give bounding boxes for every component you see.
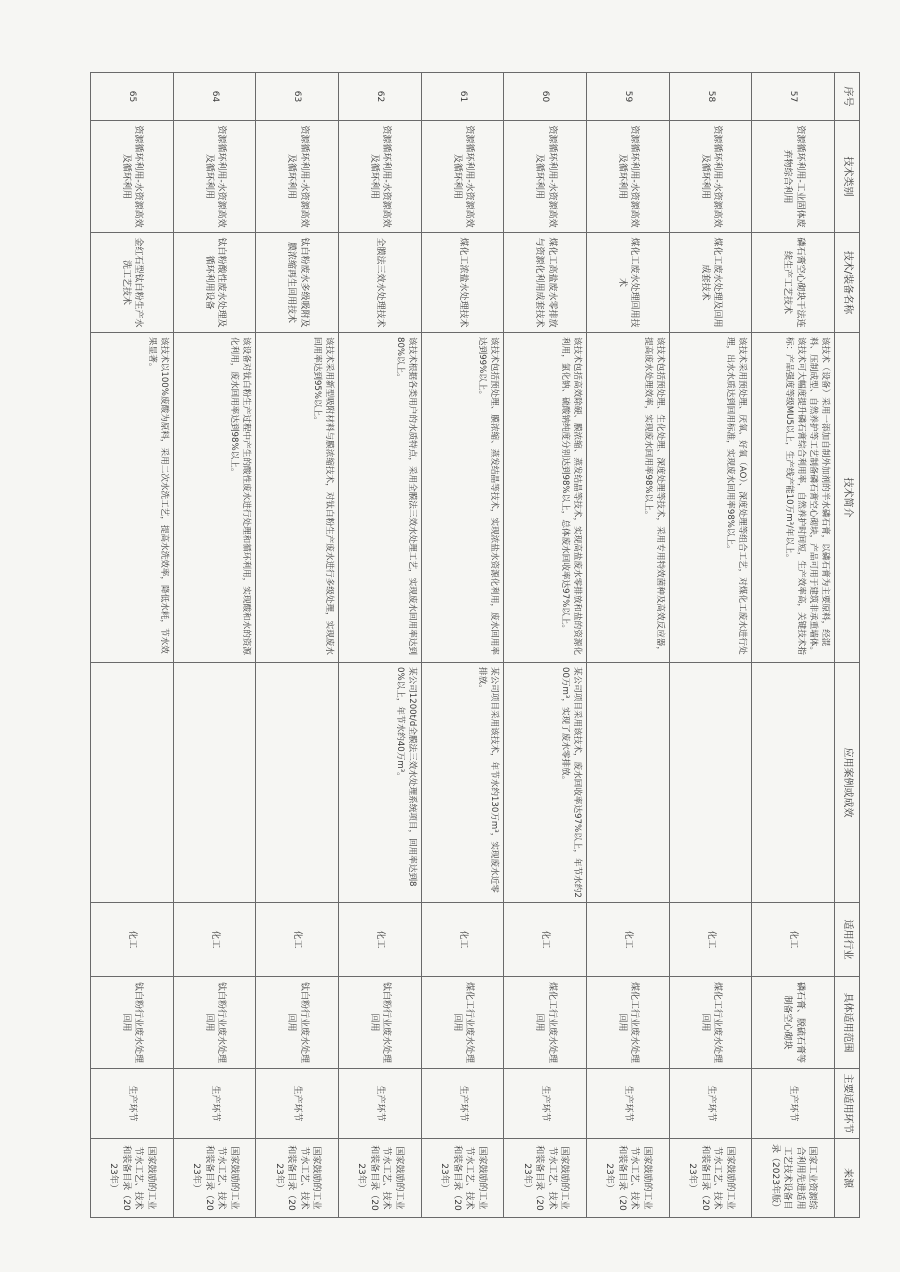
cell-case: 某公司项目采用该技术，废水回收率达97%以上，年节水约200万m³，实现了废水零排放。 bbox=[504, 663, 587, 903]
header-scope: 具体适用范围 bbox=[835, 977, 860, 1069]
cell-category: 资源循环利用-水资源高效及循环利用 bbox=[339, 121, 422, 233]
header-case: 应用案例或成效 bbox=[835, 663, 860, 903]
table-row bbox=[339, 73, 422, 1218]
rotated-table-container bbox=[90, 72, 860, 1217]
header-industry: 适用行业 bbox=[835, 903, 860, 977]
cell-name: 煤化工高盐废水零排放与资源化利用成套技术 bbox=[504, 233, 587, 333]
cell-case bbox=[256, 663, 339, 903]
cell-category: 资源循环利用-水资源高效及循环利用 bbox=[173, 121, 256, 233]
cell-case: 某公司项目采用该技术，年节水约130万m³，实现废水近零排放。 bbox=[421, 663, 504, 903]
cell-industry: 化工 bbox=[91, 903, 174, 977]
cell-industry: 化工 bbox=[339, 903, 422, 977]
cell-stage: 生产环节 bbox=[173, 1069, 256, 1139]
cell-source: 国家鼓励的工业节水工艺、技术和装备目录（2023年） bbox=[339, 1139, 422, 1218]
cell-stage: 生产环节 bbox=[504, 1069, 587, 1139]
cell-case bbox=[173, 663, 256, 903]
cell-case: 某公司1200t/d全膜法三效水处理系统项目，回用率达到80%以上，年节水约40万m³。 bbox=[339, 663, 422, 903]
table-row bbox=[421, 73, 504, 1218]
table-row bbox=[587, 73, 670, 1218]
cell-intro: 该技术包括预处理、膜浓缩、蒸发结晶等技术，实现浓盐水资源化利用，废水回用率达到99%以上。 bbox=[421, 333, 504, 663]
cell-case bbox=[587, 663, 670, 903]
cell-name: 煤化工废水处理及回用成套技术 bbox=[669, 233, 752, 333]
cell-stage: 生产环节 bbox=[669, 1069, 752, 1139]
table-row bbox=[91, 73, 174, 1218]
cell-serial: 58 bbox=[669, 73, 752, 121]
table-row bbox=[752, 73, 835, 1218]
cell-category: 资源循环利用-工业固体废弃物综合利用 bbox=[752, 121, 835, 233]
cell-industry: 化工 bbox=[669, 903, 752, 977]
cell-industry: 化工 bbox=[752, 903, 835, 977]
cell-serial: 61 bbox=[421, 73, 504, 121]
header-name: 技术/装备名称 bbox=[835, 233, 860, 333]
cell-scope: 煤化工行业废水处理回用 bbox=[504, 977, 587, 1069]
cell-category: 资源循环利用-水资源高效及循环利用 bbox=[504, 121, 587, 233]
cell-case bbox=[669, 663, 752, 903]
cell-industry: 化工 bbox=[173, 903, 256, 977]
cell-category: 资源循环利用-水资源高效及循环利用 bbox=[587, 121, 670, 233]
cell-serial: 64 bbox=[173, 73, 256, 121]
cell-name: 煤化工废水处理回用技术 bbox=[587, 233, 670, 333]
cell-serial: 65 bbox=[91, 73, 174, 121]
cell-source: 国家鼓励的工业节水工艺、技术和装备目录（2023年） bbox=[256, 1139, 339, 1218]
cell-stage: 生产环节 bbox=[256, 1069, 339, 1139]
table-row bbox=[669, 73, 752, 1218]
cell-scope: 煤化工行业废水处理回用 bbox=[421, 977, 504, 1069]
header-intro: 技术简介 bbox=[835, 333, 860, 663]
cell-category: 资源循环利用-水资源高效及循环利用 bbox=[256, 121, 339, 233]
cell-intro: 该技术包括高效除硬、膜浓缩、蒸发结晶等技术，实现高盐废水零排放和盐的资源化利用，氯化钠、硫酸钠纯度分别达到98%以上，总体废水回收率达97%以上。 bbox=[504, 333, 587, 663]
cell-intro: 该技术根据各类用户的水质特点，采用全膜法三效水处理工艺，实现废水回用率达到80%以上。 bbox=[339, 333, 422, 663]
cell-intro: 该技术以100%废酸为原料，采用二次水洗工艺，提高水洗效率，降低水耗，节水效果显著。 bbox=[91, 333, 174, 663]
cell-category: 资源循环利用-水资源高效及循环利用 bbox=[421, 121, 504, 233]
cell-scope: 钛白粉行业废水处理回用 bbox=[339, 977, 422, 1069]
cell-intro: 该技术包括预处理、生化处理、深度处理等技术，采用专用特效菌种及高效反应器，提高废水处理效率，实现废水回用率98%以上。 bbox=[587, 333, 670, 663]
cell-industry: 化工 bbox=[421, 903, 504, 977]
header-stage: 主要适用环节 bbox=[835, 1069, 860, 1139]
cell-scope: 磷石膏、脱硫石膏等制备空心砌块 bbox=[752, 977, 835, 1069]
cell-industry: 化工 bbox=[587, 903, 670, 977]
cell-source: 国家工业资源综合利用先进适用工艺技术设备目录（2023年版） bbox=[752, 1139, 835, 1218]
table-row bbox=[173, 73, 256, 1218]
cell-serial: 57 bbox=[752, 73, 835, 121]
cell-serial: 60 bbox=[504, 73, 587, 121]
technology-catalog-table bbox=[90, 72, 860, 1218]
cell-intro: 该技术采用新型吸附材料与膜浓缩技术，对钛白粉生产废水进行多级处理，实现废水回用率达到95%以上。 bbox=[256, 333, 339, 663]
cell-category: 资源循环利用-水资源高效及循环利用 bbox=[669, 121, 752, 233]
cell-industry: 化工 bbox=[504, 903, 587, 977]
cell-name: 全膜法三效水处理技术 bbox=[339, 233, 422, 333]
cell-source: 国家鼓励的工业节水工艺、技术和装备目录（2023年） bbox=[504, 1139, 587, 1218]
cell-intro: 该技术采用预处理、厌氧、好氧（AO）、深度处理等组合工艺，对煤化工废水进行处理，出水水质达到回用标准，实现废水回用率98%以上。 bbox=[669, 333, 752, 663]
cell-case bbox=[752, 663, 835, 903]
cell-stage: 生产环节 bbox=[587, 1069, 670, 1139]
cell-name: 煤化工浓盐水处理技术 bbox=[421, 233, 504, 333]
cell-stage: 生产环节 bbox=[752, 1069, 835, 1139]
cell-scope: 煤化工行业废水处理回用 bbox=[669, 977, 752, 1069]
cell-name: 磷石膏空心砌块干法连续生产工艺技术 bbox=[752, 233, 835, 333]
cell-scope: 钛白粉行业废水处理回用 bbox=[173, 977, 256, 1069]
cell-source: 国家鼓励的工业节水工艺、技术和装备目录（2023年） bbox=[669, 1139, 752, 1218]
table-row bbox=[256, 73, 339, 1218]
cell-source: 国家鼓励的工业节水工艺、技术和装备目录（2023年） bbox=[91, 1139, 174, 1218]
cell-intro: 该技术（设备）采用一添加自制外加剂的半水磷石膏，以磷石膏为主要原料，经混料、压制成型、自然养护等工艺制备磷石膏空心砌块，产品可用于建筑非承重墙体。该技术可大幅度提升磷石膏综合利用率，自然养护时间短，生产效率高，关键技术指标：产品强度等级MU5以上，生产线产能10万m³/年以上。 bbox=[752, 333, 835, 663]
cell-scope: 煤化工行业废水处理回用 bbox=[587, 977, 670, 1069]
cell-source: 国家鼓励的工业节水工艺、技术和装备目录（2023年） bbox=[173, 1139, 256, 1218]
cell-industry: 化工 bbox=[256, 903, 339, 977]
cell-stage: 生产环节 bbox=[91, 1069, 174, 1139]
cell-case bbox=[91, 663, 174, 903]
table-row bbox=[504, 73, 587, 1218]
cell-name: 钛白粉酸性废水处理及循环利用设备 bbox=[173, 233, 256, 333]
header-serial: 序号 bbox=[835, 73, 860, 121]
cell-intro: 该设备对钛白粉生产过程中产生的酸性废水进行处理和循环利用，实现酸和水的资源化利用，废水回用率达到98%以上。 bbox=[173, 333, 256, 663]
cell-stage: 生产环节 bbox=[421, 1069, 504, 1139]
cell-stage: 生产环节 bbox=[339, 1069, 422, 1139]
cell-source: 国家鼓励的工业节水工艺、技术和装备目录（2023年） bbox=[587, 1139, 670, 1218]
header-source: 来源 bbox=[835, 1139, 860, 1218]
header-row bbox=[835, 73, 860, 1218]
cell-serial: 59 bbox=[587, 73, 670, 121]
cell-serial: 63 bbox=[256, 73, 339, 121]
header-category: 技术类别 bbox=[835, 121, 860, 233]
cell-name: 金红石型钛白粉生产水洗工艺技术 bbox=[91, 233, 174, 333]
cell-source: 国家鼓励的工业节水工艺、技术和装备目录（2023年） bbox=[421, 1139, 504, 1218]
cell-category: 资源循环利用-水资源高效及循环利用 bbox=[91, 121, 174, 233]
cell-serial: 62 bbox=[339, 73, 422, 121]
cell-scope: 钛白粉行业废水处理回用 bbox=[91, 977, 174, 1069]
cell-name: 钛白粉废水多级吸附及膜浓缩再生回用技术 bbox=[256, 233, 339, 333]
cell-scope: 钛白粉行业废水处理回用 bbox=[256, 977, 339, 1069]
